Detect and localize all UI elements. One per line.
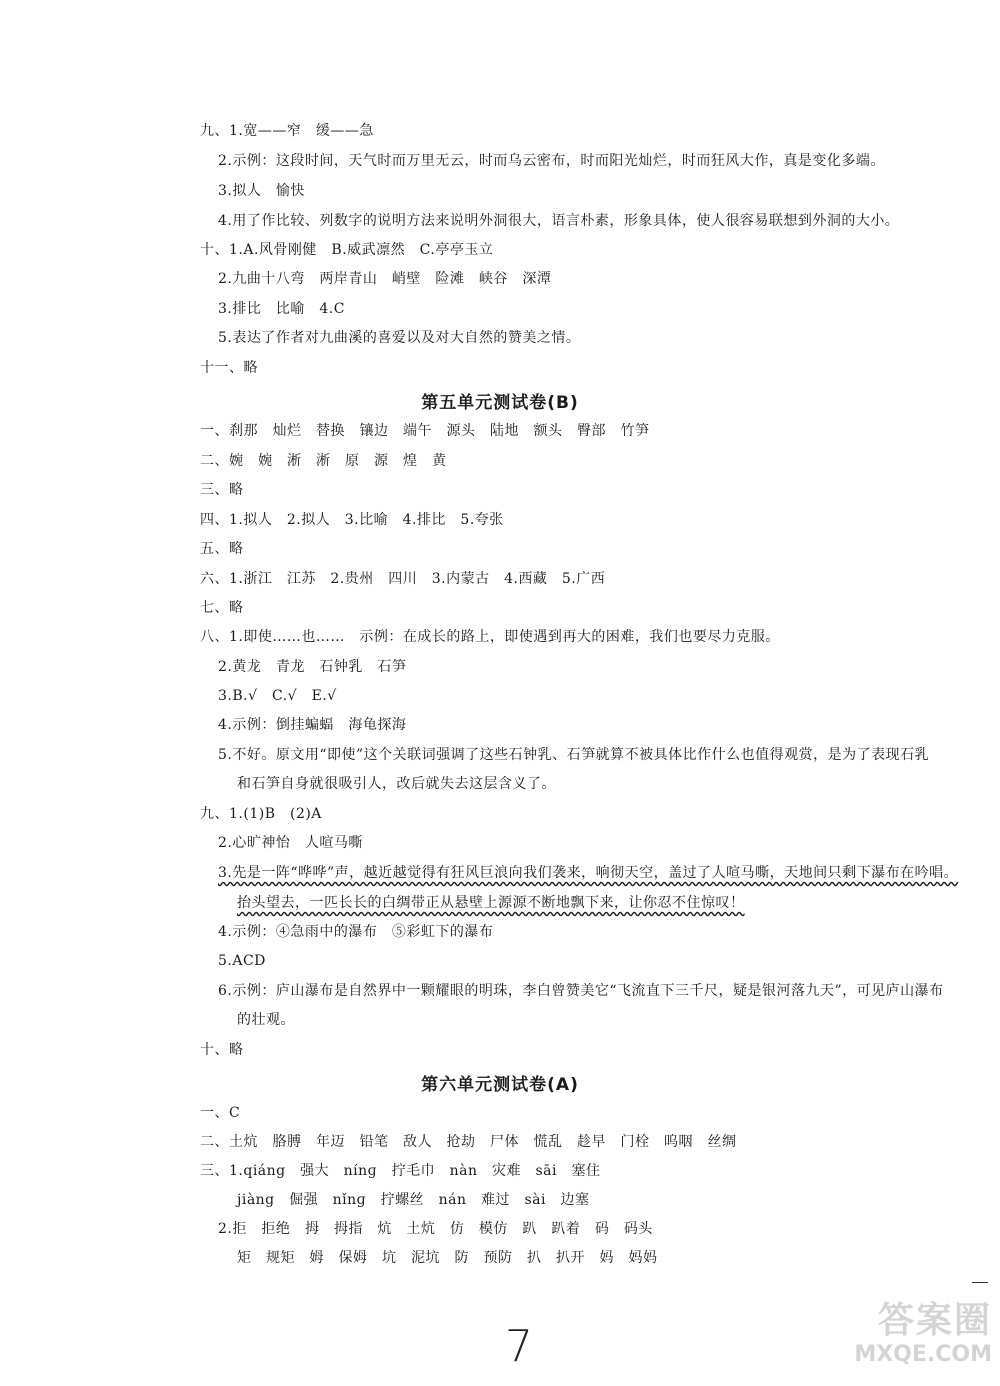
- answer-line: 2.黄龙 青龙 石钟乳 石笋: [218, 659, 407, 675]
- answer-line: 2.示例：这段时间，天气时而万里无云，时而乌云密布，时而阳光灿烂，时而狂风大作，真是变化多端。: [218, 153, 885, 169]
- watermark-text: 答案圈: [877, 1300, 992, 1341]
- answer-line: 矩 规矩 姆 保姆 坑 泥坑 防 预防 扒 扒开 妈 妈妈: [237, 1250, 658, 1266]
- answer-line: jiàng 倔强 nǐnɡ 拧螺丝 nán 难过 sài 边塞: [237, 1192, 590, 1208]
- answer-line: 十、1.A.风骨刚健 B.威武凛然 C.亭亭玉立: [200, 242, 494, 258]
- answer-line: 九、1.宽——窄 缓——急: [200, 123, 374, 139]
- answer-line: 和石笋自身就很吸引人，改后就失去这层含义了。: [237, 776, 556, 792]
- answer-line: 十一、略: [200, 360, 258, 376]
- answer-line: 八、1.即使……也…… 示例：在成长的路上，即使遇到再大的困难，我们也要尽力克服。: [200, 629, 780, 645]
- answer-line: 六、1.浙江 江苏 2.贵州 四川 3.内蒙古 4.西藏 5.广西: [200, 571, 606, 587]
- answer-line: 5.表达了作者对九曲溪的喜爱以及对大自然的赞美之情。: [218, 330, 581, 346]
- answer-line: 十、略: [200, 1042, 244, 1058]
- answer-line-underlined: 3.先是一阵“哗哗”声，越近越觉得有狂风巨浪向我们袭来，响彻天空，盖过了人喧马嘶，天地间只剩下瀑布在吟唱。: [218, 865, 959, 881]
- answer-line: 4.示例：倒挂蝙蝠 海龟探海: [218, 717, 407, 733]
- answer-line-underlined: 抬头望去，一匹长长的白绸带正从悬壁上源源不断地飘下来，让你忍不住惊叹！: [237, 895, 745, 911]
- answer-line: 2.拒 拒绝 拇 拇指 炕 土炕 仿 模仿 趴 趴着 码 码头: [218, 1221, 653, 1237]
- answer-line: 2.心旷神怡 人喧马嘶: [218, 835, 363, 851]
- answer-line: 三、略: [200, 482, 244, 498]
- section-title: 第五单元测试卷(B): [421, 393, 579, 413]
- answer-line: 七、略: [200, 600, 244, 616]
- answer-line: 3.拟人 愉快: [218, 183, 305, 199]
- answer-line: 的壮观。: [237, 1012, 295, 1028]
- section-title: 第六单元测试卷(A): [421, 1075, 579, 1095]
- page-number: 7: [505, 1321, 533, 1372]
- answer-line: 一、刹那 灿烂 替换 镶边 端午 源头 陆地 额头 臀部 竹笋: [200, 423, 650, 439]
- answer-line: 一、C: [200, 1105, 241, 1121]
- answer-line: 二、婉 婉 淅 淅 原 源 煌 黄: [200, 453, 447, 469]
- answer-line: 6.示例：庐山瀑布是自然界中一颗耀眼的明珠，李白曾赞美它“飞流直下三千尺，疑是银河落九天”，可见庐山瀑布: [218, 983, 944, 999]
- answer-line: 4.示例：④急雨中的瀑布 ⑤彩虹下的瀑布: [218, 924, 494, 940]
- answer-line: 四、1.拟人 2.拟人 3.比喻 4.排比 5.夸张: [200, 512, 504, 528]
- answer-line: 五、略: [200, 541, 244, 557]
- answer-line: 三、1.qiáng 强大 nínɡ 拧毛巾 nàn 灾难 sāi 塞住: [200, 1163, 601, 1179]
- answer-line: 5.不好。原文用“即使”这个关联词强调了这些石钟乳、石笋就算不被具体比作什么也值得观赏，是为了表现石乳: [218, 747, 930, 763]
- answer-line: 3.B.√ C.√ E.√: [218, 688, 337, 704]
- answer-line: 5.ACD: [218, 953, 266, 969]
- answer-line: 2.九曲十八弯 两岸青山 峭壁 险滩 峡谷 深潭: [218, 271, 552, 287]
- answer-line: 3.排比 比喻 4.C: [218, 301, 345, 317]
- answer-line: 二、土炕 胳膊 年迈 铅笔 敌人 抢劫 尸体 慌乱 趁早 门栓 呜咽 丝绸: [200, 1134, 737, 1150]
- watermark-url: MXQE.COM: [854, 1342, 992, 1367]
- answer-line: 九、1.(1)B (2)A: [200, 806, 322, 822]
- margin-dash: [972, 1282, 988, 1283]
- watermark-logo: [832, 1300, 992, 1380]
- answer-line: 4.用了作比较、列数字的说明方法来说明外洞很大，语言朴素，形象具体，使人很容易联想到外洞的大小。: [218, 213, 900, 229]
